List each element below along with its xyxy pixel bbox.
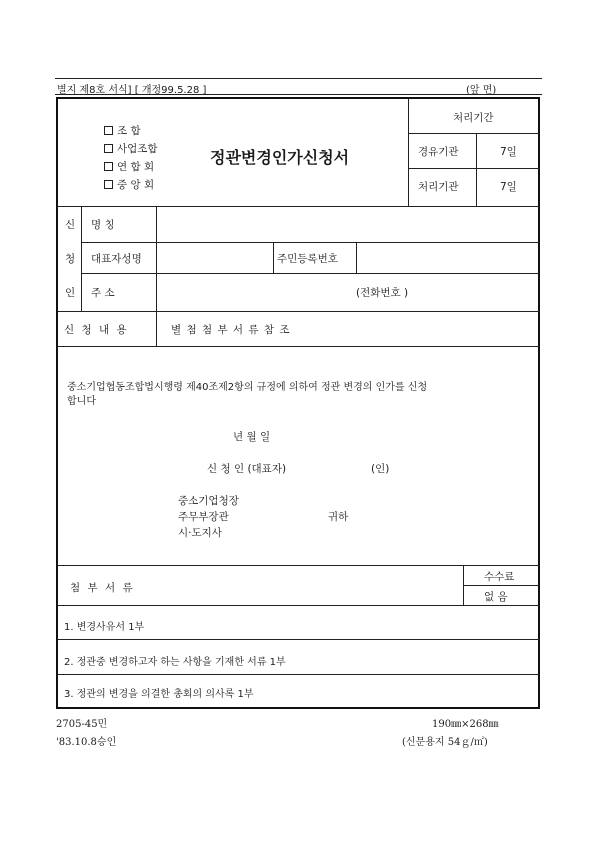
header-bottom-rule [55, 94, 542, 95]
recipient-suffix: 귀하 [328, 511, 349, 523]
divider [156, 206, 157, 346]
seal-mark: (인) [371, 463, 390, 475]
divider [81, 273, 540, 274]
applicant-side-char: 신 [65, 219, 76, 231]
divider [81, 242, 540, 243]
divider [58, 639, 540, 640]
processing-row-value: 7일 [500, 181, 517, 193]
checkbox-icon[interactable] [104, 144, 113, 153]
checkbox-icon[interactable] [104, 126, 113, 135]
applicant-side-char: 청 [65, 253, 76, 265]
divider [58, 346, 540, 347]
name-field[interactable] [161, 215, 536, 235]
divider [58, 674, 540, 675]
recipient: 주무부장관 [178, 511, 229, 523]
recipient-list [178, 493, 239, 541]
form-title: 정관변경인가신청서 [210, 148, 350, 167]
divider [58, 311, 540, 312]
address-label: 주 소 [91, 287, 115, 299]
application-form [56, 97, 540, 709]
divider [58, 565, 540, 566]
form-number: 별지 제8호 서식] [ 개정99.5.28 ] [57, 85, 207, 96]
applicant-signature-label: 신 청 인 (대표자) [207, 463, 287, 475]
address-field[interactable] [161, 281, 536, 303]
divider [58, 206, 540, 207]
fee-label: 수수료 [484, 571, 515, 583]
representative-field[interactable] [161, 248, 269, 268]
statement-line: 합니다 [67, 396, 96, 407]
application-content-label: 신 청 내 용 [64, 324, 129, 336]
resident-number-label: 주민등록번호 [277, 253, 338, 265]
checkbox-icon[interactable] [104, 162, 113, 171]
form-code: 2705-45민 [56, 719, 108, 730]
recipient: 중소기업청장 [178, 495, 239, 507]
approval-date: '83.10.8승인 [56, 737, 117, 748]
processing-period-heading: 처리기간 [453, 112, 494, 124]
attachment-item: 1. 변경사유서 1부 [64, 622, 145, 633]
divider [356, 242, 357, 273]
divider [408, 168, 540, 169]
checkbox-item[interactable]: 사업조합 [104, 140, 158, 158]
date-line: 년 월 일 [233, 431, 271, 443]
divider [273, 242, 274, 273]
paper-type: (신문용지 54ｇ/㎡) [402, 737, 488, 748]
processing-row-label: 경유기관 [418, 146, 459, 158]
applicant-side-char: 인 [65, 287, 76, 299]
attachment-item: 3. 정관의 변경을 의결한 총회의 의사록 1부 [64, 689, 254, 700]
divider [58, 605, 540, 606]
paper-size: 190㎜×268㎜ [432, 719, 499, 730]
checkbox-item[interactable]: 연 합 회 [104, 158, 158, 176]
recipient: 시·도지사 [178, 527, 222, 539]
application-content-value: 별 첨 첨 부 서 류 참 조 [171, 324, 291, 336]
checkbox-item[interactable]: 조 합 [104, 122, 158, 140]
resident-number-field[interactable] [361, 248, 536, 268]
page-side-label: (앞 면) [466, 85, 497, 96]
divider [476, 133, 477, 206]
header-top-rule [55, 78, 542, 79]
attachments-label: 첨 부 서 류 [70, 582, 135, 594]
org-type-checklist [104, 122, 158, 194]
divider [463, 585, 540, 586]
checkbox-item[interactable]: 중 앙 회 [104, 176, 158, 194]
fee-value: 없 음 [484, 591, 508, 603]
checkbox-icon[interactable] [104, 180, 113, 189]
processing-row-label: 처리기관 [418, 181, 459, 193]
processing-row-value: 7일 [500, 146, 517, 158]
representative-label: 대표자성명 [91, 253, 142, 265]
divider [81, 206, 82, 311]
divider [408, 99, 409, 206]
statement-line: 중소기업협동조합법시행령 제40조제2항의 규정에 의하여 정관 변경의 인가를 신청 [67, 382, 428, 393]
phone-label: (전화번호 ) [356, 287, 409, 299]
attachment-item: 2. 정관중 변경하고자 하는 사항을 기재한 서류 1부 [64, 657, 286, 668]
name-label: 명 칭 [91, 219, 115, 231]
divider [408, 133, 540, 134]
